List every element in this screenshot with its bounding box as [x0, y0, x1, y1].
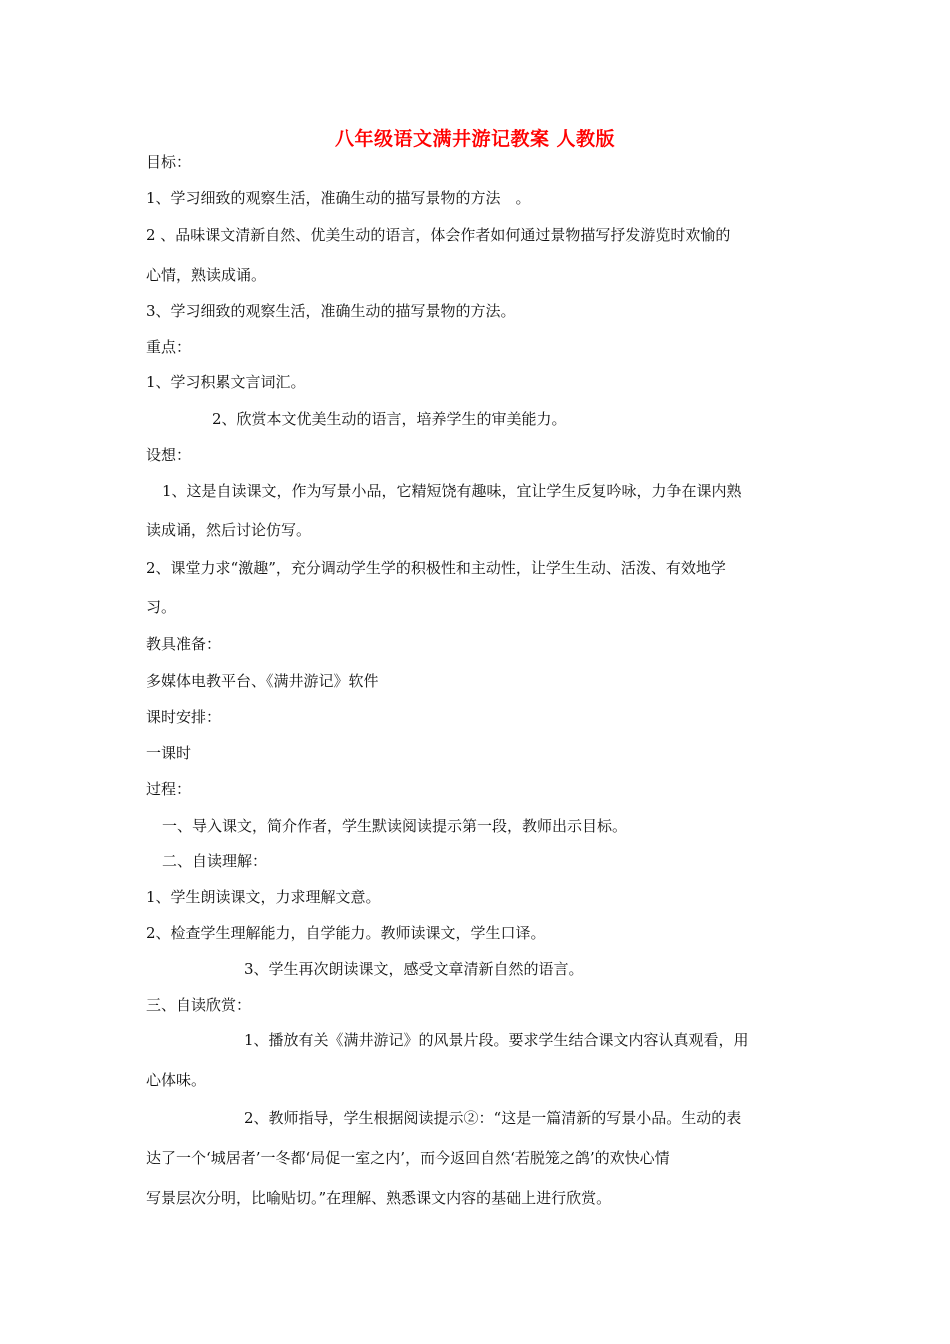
text-line: 三、自读欣赏： — [146, 996, 252, 1014]
text-line: 2、课堂力求“激趣”，充分调动学生学的积极性和主动性，让学生生动、活泼、有效地学 — [146, 559, 726, 577]
section-heading-ideas: 设想： — [146, 446, 192, 464]
text-line: 一、导入课文，简介作者，学生默读阅读提示第一段，教师出示目标。 — [162, 817, 628, 835]
text-line: 心情，熟读成诵。 — [146, 266, 267, 284]
text-line: 2、检查学生理解能力，自学能力。教师读课文，学生口译。 — [146, 924, 546, 942]
text-line: 一课时 — [146, 744, 192, 762]
text-line: 二、自读理解： — [162, 852, 268, 870]
section-heading-materials: 教具准备： — [146, 635, 222, 653]
section-heading-goals: 目标： — [146, 153, 192, 171]
text-line: 1、播放有关《满井游记》的风景片段。要求学生结合课文内容认真观看，用 — [244, 1031, 749, 1049]
text-line: 2 、品味课文清新自然、优美生动的语言，体会作者如何通过景物描写抒发游览时欢愉的 — [146, 226, 731, 244]
section-heading-schedule: 课时安排： — [146, 708, 222, 726]
document-title: 八年级语文满井游记教案 人教版 — [334, 128, 616, 150]
section-heading-process: 过程： — [146, 780, 192, 798]
section-heading-key-points: 重点： — [146, 338, 192, 356]
text-line: 2、欣赏本文优美生动的语言，培养学生的审美能力。 — [212, 410, 567, 428]
text-line: 1、学习积累文言词汇。 — [146, 373, 306, 391]
text-line: 读成诵，然后讨论仿写。 — [146, 521, 312, 539]
text-line: 1、学生朗读课文，力求理解文意。 — [146, 888, 381, 906]
text-line: 达了一个‘城居者’一冬都‘局促一室之内’，而今返回自然‘若脱笼之鸽’的欢快心情 — [146, 1149, 670, 1167]
text-line: 1、学习细致的观察生活，准确生动的描写景物的方法 。 — [146, 189, 531, 207]
text-line: 多媒体电教平台、《满井游记》软件 — [146, 672, 379, 690]
text-line: 3、学生再次朗读课文，感受文章清新自然的语言。 — [244, 960, 584, 978]
text-line: 心体味。 — [146, 1071, 207, 1089]
text-line: 2、教师指导，学生根据阅读提示②：“这是一篇清新的写景小品。生动的表 — [244, 1109, 742, 1127]
text-line: 3、学习细致的观察生活，准确生动的描写景物的方法。 — [146, 302, 516, 320]
text-line: 写景层次分明，比喻贴切。”在理解、熟悉课文内容的基础上进行欣赏。 — [146, 1189, 612, 1207]
text-line: 习。 — [146, 598, 177, 616]
text-line: 1、这是自读课文，作为写景小品，它精短饶有趣味，宜让学生反复吟咏，力争在课内熟 — [162, 482, 742, 500]
